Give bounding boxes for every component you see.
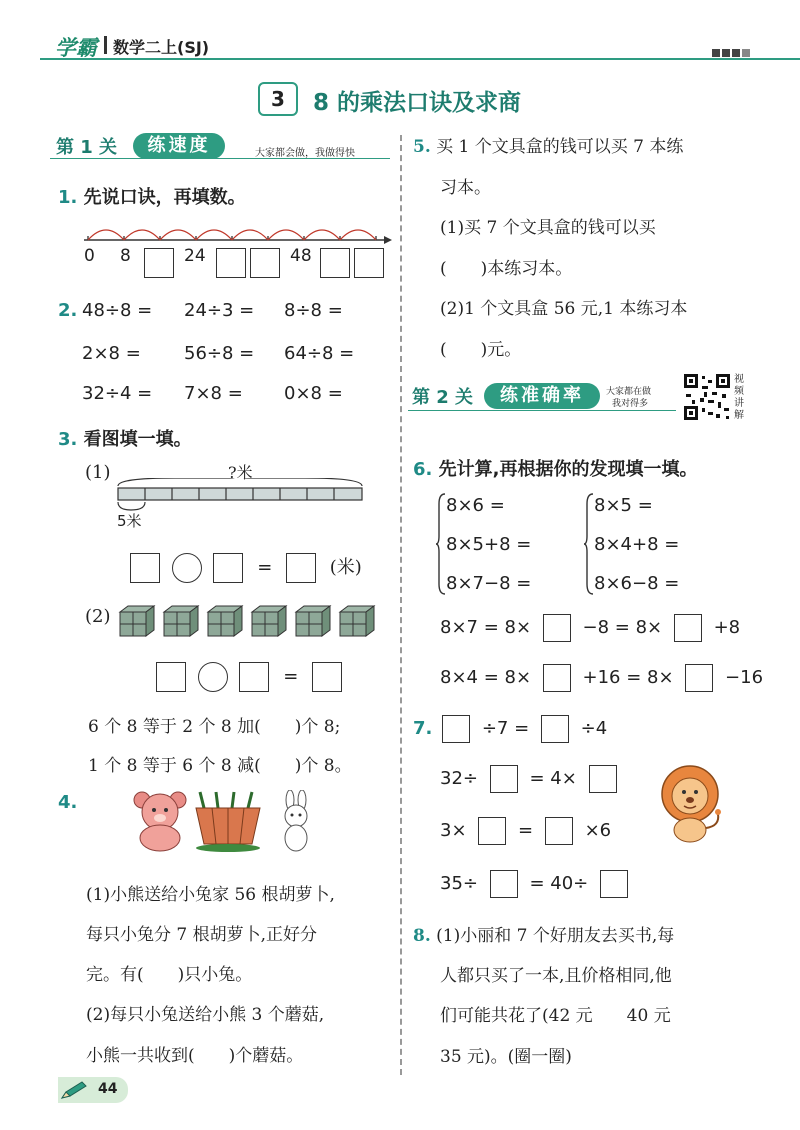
q7-r3-box-1[interactable] — [478, 817, 506, 845]
eq2-box-b[interactable] — [239, 662, 269, 692]
number-line-labels — [84, 246, 394, 280]
q6-eq2-box-2[interactable] — [685, 664, 713, 692]
q5-line-b: 习本。 — [440, 178, 491, 198]
brand-logo: 学霸 — [55, 36, 97, 60]
q6-eq1-box-1[interactable] — [543, 614, 571, 642]
lion-illustration — [650, 762, 730, 844]
segment-diagram — [115, 478, 365, 518]
header-squares — [712, 42, 750, 61]
q7-row-4: 35÷ = 40÷ — [440, 870, 634, 898]
eq2-box-a[interactable] — [156, 662, 186, 692]
q6-equation-2: 8×4 = 8× +16 = 8× −16 — [440, 664, 763, 692]
nl-label-48: 48 — [290, 246, 312, 266]
nl-answer-box-2[interactable] — [216, 248, 246, 278]
level1-slogan: 大家都会做，我做得快 — [255, 148, 355, 159]
eq1-box-a[interactable] — [130, 553, 160, 583]
eq1-operator-circle[interactable] — [172, 553, 202, 583]
q5-line-e: (2)1 个文具盒 56 元,1 本练习本 — [440, 299, 688, 319]
q7-r4-box-1[interactable] — [490, 870, 518, 898]
number-line — [80, 218, 392, 248]
level1-label: 第 1 关 — [56, 137, 118, 158]
q2-row-3: 32÷4 = 7×8 = 0×8 = — [82, 383, 343, 404]
q6-equation-1: 8×7 = 8× −8 = 8× +8 — [440, 614, 740, 642]
column-divider — [400, 135, 402, 1075]
q6-right-2: 8×4+8 = — [594, 534, 680, 555]
q3-line-1: 6 个 8 等于 2 个 8 加( )个 8; — [88, 717, 341, 737]
q7-row-3: 3× = ×6 — [440, 817, 611, 845]
level2-side-text: 视频讲解 — [734, 374, 744, 421]
q3-equation-1: = (米) — [130, 553, 362, 583]
level2-pill: 练准确率 — [484, 383, 600, 409]
nl-answer-box-1[interactable] — [144, 248, 174, 278]
q1-title: 1. 先说口诀，再填数。 — [58, 187, 246, 208]
q8-line-c: 们可能共花了(42 元 40 元 — [440, 1006, 671, 1026]
eq1-box-result[interactable] — [286, 553, 316, 583]
q6-eq1-box-2[interactable] — [674, 614, 702, 642]
unit-badge — [258, 82, 298, 116]
level2-slogan-1: 大家都在做 — [606, 387, 652, 397]
qr-code-icon[interactable] — [682, 372, 732, 422]
q4-p1-line-c: 完。有( )只小兔。 — [86, 965, 253, 985]
cube-row — [118, 604, 378, 644]
level1-pill: 练速度 — [133, 133, 225, 159]
q4-p1-line-b: 每只小兔分 7 根胡萝卜,正好分 — [86, 925, 318, 945]
page-number: 44 — [98, 1081, 118, 1097]
nl-label-8: 8 — [120, 246, 131, 266]
q6-title: 6. 先计算,再根据你的发现填一填。 — [413, 459, 698, 480]
q6-eq2-box-1[interactable] — [543, 664, 571, 692]
q3-segment-label: 5米 — [117, 512, 142, 530]
q4-p2-line-b: 小熊一共收到( )个蘑菇。 — [86, 1046, 304, 1066]
q5-line-d: ( )本练习本。 — [440, 259, 573, 279]
nl-answer-box-4[interactable] — [320, 248, 350, 278]
rabbit-illustration — [272, 790, 322, 854]
q7-r3-box-2[interactable] — [545, 817, 573, 845]
q4-p1-line-a: (1)小熊送给小兔家 56 根胡萝卜, — [86, 885, 335, 905]
level2-slogan-2: 我对得多 — [612, 399, 649, 409]
carrot-basket-illustration — [190, 790, 266, 854]
nl-label-0: 0 — [84, 246, 95, 266]
pencil-icon — [60, 1080, 88, 1100]
q3-title: 3. 看图填一填。 — [58, 429, 192, 450]
q7-row-1: 7. ÷7 = ÷4 — [413, 715, 607, 743]
bear-illustration — [130, 790, 190, 852]
q2-row-1: 2. 48÷8 = 24÷3 = 8÷8 = — [58, 300, 343, 321]
unit-title: 8 的乘法口诀及求商 — [313, 90, 522, 116]
header-bar — [0, 30, 800, 60]
q7-row-2: 32÷ = 4× — [440, 765, 623, 793]
footer-page-tab — [58, 1077, 128, 1103]
q7-r4-box-2[interactable] — [600, 870, 628, 898]
level1-banner — [50, 130, 390, 162]
level2-banner — [408, 374, 758, 430]
nl-label-24: 24 — [184, 246, 206, 266]
q8-line-b: 人都只买了一本,且价格相同,他 — [440, 966, 672, 986]
brace-right — [584, 492, 594, 596]
level2-label: 第 2 关 — [412, 387, 474, 408]
q4-number: 4. — [58, 792, 78, 813]
divider-bar — [104, 36, 107, 54]
q7-r2-box-1[interactable] — [490, 765, 518, 793]
q3-part2-label: (2) — [85, 606, 111, 627]
q6-right-3: 8×6−8 = — [594, 573, 680, 594]
eq2-box-result[interactable] — [312, 662, 342, 692]
q7-r2-box-2[interactable] — [589, 765, 617, 793]
q6-left-3: 8×7−8 = — [446, 573, 532, 594]
q5-line-a: 5. 买 1 个文具盒的钱可以买 7 本练 — [413, 137, 684, 157]
unit-number: 3 — [271, 87, 285, 111]
q5-line-c: (1)买 7 个文具盒的钱可以买 — [440, 218, 656, 238]
q7-r1-box-1[interactable] — [442, 715, 470, 743]
q3-part1-label: (1) — [85, 462, 111, 483]
q3-total-label: ?米 — [228, 463, 253, 482]
brace-left — [436, 492, 446, 596]
nl-answer-box-5[interactable] — [354, 248, 384, 278]
q2-row-2: 2×8 = 56÷8 = 64÷8 = — [82, 343, 355, 364]
q6-right-1: 8×5 = — [594, 495, 653, 516]
q7-r1-box-2[interactable] — [541, 715, 569, 743]
eq1-box-b[interactable] — [213, 553, 243, 583]
nl-answer-box-3[interactable] — [250, 248, 280, 278]
q3-line-2: 1 个 8 等于 6 个 8 减( )个 8。 — [88, 756, 352, 776]
q8-line-a: 8. (1)小丽和 7 个好朋友去买书,每 — [413, 926, 675, 946]
subject-title: 数学二上(SJ) — [113, 38, 210, 57]
q5-line-f: ( )元。 — [440, 340, 522, 360]
q3-equation-2: = — [156, 662, 342, 692]
q4-p2-line-a: (2)每只小兔送给小熊 3 个蘑菇, — [86, 1005, 325, 1025]
q8-line-d: 35 元)。(圈一圈) — [440, 1047, 572, 1067]
eq2-operator-circle[interactable] — [198, 662, 228, 692]
q6-left-2: 8×5+8 = — [446, 534, 532, 555]
q6-left-1: 8×6 = — [446, 495, 505, 516]
